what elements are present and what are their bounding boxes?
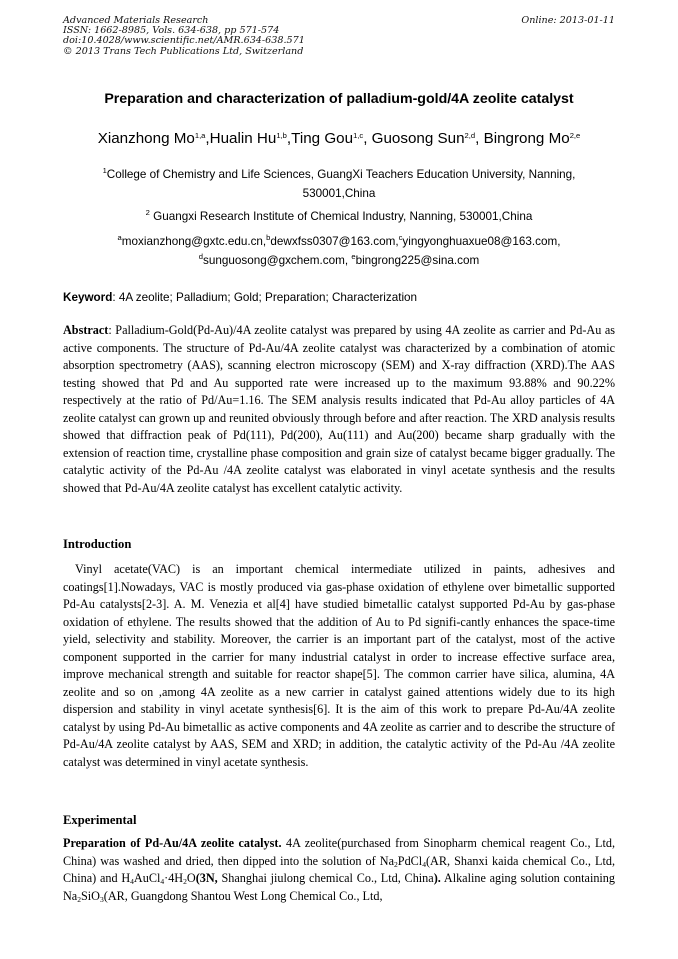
subscript: 2 bbox=[183, 877, 187, 886]
author-name: Hualin Hu bbox=[209, 130, 277, 147]
text-run: (AR, Shanxi kaida chemical Co., Ltd, China) and H bbox=[63, 853, 615, 885]
journal-name: Advanced Materials Research bbox=[63, 15, 209, 26]
affil-text: College of Chemistry and Life Sciences, GuangXi Teachers Education University, Nanning, 530001,China bbox=[106, 168, 576, 200]
author-name: Ting Gou bbox=[291, 130, 354, 147]
text-run: ·4H bbox=[164, 871, 184, 885]
affil-number: 2 bbox=[145, 208, 150, 217]
experimental-paragraph bbox=[63, 835, 615, 905]
email-sup: c bbox=[398, 233, 403, 242]
email-address: dewxfss0307@163.com, bbox=[270, 235, 399, 248]
subscript: 4 bbox=[130, 877, 134, 886]
email-sup: a bbox=[117, 233, 122, 242]
author-affil-sup: 1,b bbox=[276, 131, 287, 140]
affil-number: 1 bbox=[102, 166, 107, 175]
author-affil-sup: 2,d bbox=[464, 131, 476, 140]
author-name: Bingrong Mo bbox=[483, 130, 570, 147]
issn: ISSN: 1662-8985, Vols. 634-638, pp 571-574 bbox=[63, 25, 280, 37]
author-affil-sup: 1,c bbox=[353, 131, 364, 140]
author-name: Guosong Sun bbox=[371, 130, 465, 147]
doi: doi:10.4028/www.scientific.net/AMR.634-638.571 bbox=[63, 35, 305, 47]
text-run: (AR, Guangdong Shantou West Long Chemical Co., Ltd, bbox=[103, 888, 383, 903]
text-run: Shanghai jiulong chemical Co., Ltd, China bbox=[217, 871, 434, 885]
subscript: 2 bbox=[77, 894, 82, 904]
text-run: PdCl bbox=[397, 853, 423, 868]
journal-header bbox=[63, 16, 463, 57]
affiliation-2 bbox=[80, 207, 598, 226]
abstract bbox=[63, 322, 615, 497]
affil-text: Guangxi Research Institute of Chemical Industry, Nanning, 530001,China bbox=[149, 210, 533, 223]
online-date: Online: 2013-01-11 bbox=[521, 15, 615, 26]
text-run-bold: ). bbox=[433, 871, 441, 885]
subscript: 2 bbox=[394, 859, 398, 869]
subscript: 4 bbox=[160, 877, 165, 886]
author-name: Xianzhong Mo bbox=[97, 130, 195, 147]
text-run: SiO bbox=[81, 888, 100, 903]
keyword-label: Keyword bbox=[63, 291, 113, 304]
email-address: bingrong225@sina.com bbox=[355, 254, 480, 267]
subscript: 4 bbox=[422, 859, 426, 869]
paper-title: Preparation and characterization of palladium-gold/4A zeolite catalyst bbox=[104, 91, 574, 107]
subsection-label: Preparation of Pd-Au/4A zeolite catalyst. bbox=[63, 836, 282, 850]
text-run: 4A zeolite(purchased from Sinopharm chemical reagent Co., Ltd, China) was washed and dried, then dipped into the solution of Na bbox=[63, 836, 615, 868]
email-sup: b bbox=[266, 233, 271, 242]
section-heading-experimental: Experimental bbox=[63, 813, 137, 827]
text-run: O bbox=[186, 871, 196, 885]
author-affil-sup: 2,e bbox=[569, 131, 581, 140]
author-affil-sup: 1,a bbox=[194, 131, 206, 140]
email-list bbox=[60, 232, 618, 270]
abstract-text: : Palladium-Gold(Pd-Au)/4A zeolite catalyst was prepared by using 4A zeolite as carrier and Pd-Au as active components. The structure of Pd-Au/4A zeolite catalyst was characterized by a combination of atomic absorption spectrometry (AAS), scanning electron microscopy (SEM) and X-ray diffraction (XRD).The AAS testing showed that Pd and Au supported rate were increased up to the maximum 93.88% and 90.22% respectively at the ratio of Pd/Au=1.16. The SEM analysis results indicated that Pd-Au alloy particles of 4A zeolite catalyst can grown up and reunited obviously through before and after reaction. The XRD analysis results showed that diffraction peak of Pd(111), Pd(200), Au(111) and Au(200) became sharp gradually with the extension of reaction time, crystalline phase composition and grain size of catalyst became bigger gradually. The catalytic activity of the Pd-Au /4A zeolite catalyst was elaborated in vinyl acetate synthesis and the results showed that Pd-Au/4A zeolite catalyst has excellent catalytic activity. bbox=[63, 323, 615, 495]
subscript: 3 bbox=[99, 894, 104, 904]
text-run: Alkaline aging solution containing Na bbox=[63, 871, 615, 903]
email-address: sunguosong@gxchem.com, bbox=[203, 254, 352, 267]
author-list: Xianzhong Mo$^{1,a}$,Hualin Hu$^{1,b}$,Ting Gou$^{1,c}$, Guosong Sun$^{2,d}$, Bingrong Mo$^{2,e}$ bbox=[97, 130, 581, 147]
email-sup: e bbox=[351, 252, 356, 261]
copyright: © 2013 Trans Tech Publications Ltd, Switzerland bbox=[63, 45, 304, 57]
email-sup: d bbox=[198, 252, 204, 261]
introduction-paragraph: Vinyl acetate(VAC) is an important chemical intermediate utilized in paints, adhesives and coatings[1].Nowadays, VAC is mostly produced via gas-phase oxidation of ethylene over bimetallic supported Pd-Au catalysts[2-3]. A. M. Venezia et al[4] have studied bimetallic catalyst supported Pd-Au by gas-phase oxidation of ethylene. The results showed that the addition of Au to Pd signifi-cantly enhances the space-time yield, selectivity and stability. Moreover, the carrier is an important part of the catalyst, most of the active component supported in the carrier for many industrial catalyst in order to increase effective surface area, improve mechanical strength and suitable for reactor shape[5]. The common carrier have silica, alumina, 4A zeolite and so on ,among 4A zeolite as a new carrier in catalyst gained attentions widely due to its high dispersion and stability in vinyl acetate synthesis[6]. It is the aim of this work to prepare Pd-Au/4A zeolite catalyst by using Pd-Au bimetallic as active components and 4A zeolite as carrier and to describe the structure of Pd-Au/4A zeolite catalyst by AAS, SEM and XRD; in addition, the catalytic activity of the Pd-Au /4A zeolite catalyst was determined in vinyl acetate synthesis. bbox=[63, 562, 615, 769]
affiliation-1 bbox=[80, 165, 598, 203]
email-address: yingyonghuaxue08@163.com, bbox=[402, 235, 561, 248]
text-run: AuCl bbox=[133, 871, 161, 885]
keyword-text: : 4A zeolite; Palladium; Gold; Preparation; Characterization bbox=[112, 291, 418, 304]
text-run-bold: (3N, bbox=[195, 871, 218, 885]
section-heading-introduction: Introduction bbox=[63, 537, 132, 551]
keywords bbox=[63, 291, 615, 304]
email-address: moxianzhong@gxtc.edu.cn, bbox=[121, 235, 267, 248]
abstract-label: Abstract bbox=[63, 323, 109, 337]
